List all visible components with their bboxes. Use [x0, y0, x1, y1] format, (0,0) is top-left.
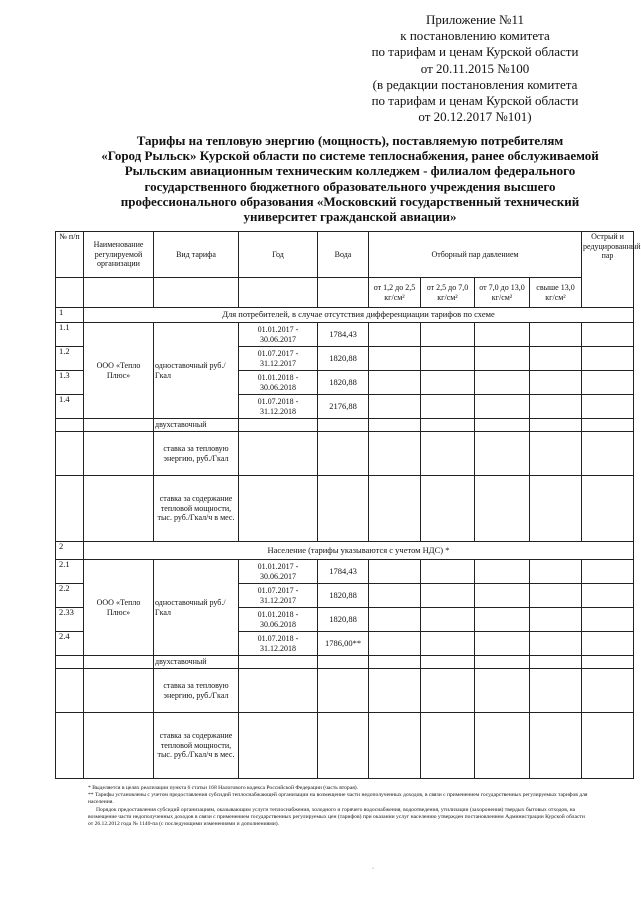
title-line: Рыльским авиационным техническим колледжем - филиалом федерального	[124, 163, 576, 179]
row-number: 1.1	[56, 323, 84, 347]
period: 01.07.2018 - 31.12.2018	[239, 632, 318, 656]
row-number: 2.2	[56, 584, 84, 608]
table-row	[56, 476, 634, 542]
tariff-kind: одноставочный руб./Гкал	[154, 323, 239, 419]
header-row	[56, 232, 634, 278]
appendix-line: (в редакции постановления комитета	[372, 76, 578, 92]
appendix-line: Приложение №11	[426, 12, 524, 27]
row-number: 2.33	[56, 608, 84, 632]
row-number: 2.4	[56, 632, 84, 656]
period: 01.07.2017 - 31.12.2017	[239, 347, 318, 371]
section-number: 2	[56, 542, 84, 560]
table-row	[56, 669, 634, 713]
subheader-row	[56, 278, 634, 308]
section-label: Для потребителей, в случае отсутствия дифференциации тарифов по схеме	[84, 308, 634, 323]
rate-power: ставка за содержание тепловой мощности, тыс. руб./Гкал/ч в мес.	[154, 713, 239, 779]
water-tariff: 1784,43	[318, 560, 369, 584]
water-tariff: 2176,88	[318, 395, 369, 419]
table-row	[56, 419, 634, 432]
water-tariff: 1784,43	[318, 323, 369, 347]
table-row	[56, 656, 634, 669]
header-water: Вода	[318, 232, 369, 278]
table-row	[56, 323, 634, 347]
two-part-tariff: двухставочный	[154, 419, 239, 432]
rate-power: ставка за содержание тепловой мощности, тыс. руб./Гкал/ч в мес.	[154, 476, 239, 542]
section-row	[56, 308, 634, 323]
title-line: профессионального образования «Московский государственный технический	[120, 193, 580, 209]
title-line: Тарифы на тепловую энергию (мощность), поставляемую потребителям	[136, 133, 564, 148]
period: 01.01.2018 - 30.06.2018	[239, 608, 318, 632]
header-year: Год	[239, 232, 318, 278]
table-row	[56, 713, 634, 779]
header-pressure-3: от 7,0 до 13,0 кг/см²	[475, 278, 530, 308]
period: 01.01.2017 - 30.06.2017	[239, 323, 318, 347]
table-row	[56, 432, 634, 476]
appendix-line: по тарифам и ценам Курской области	[371, 44, 579, 60]
two-part-tariff: двухставочный	[154, 656, 239, 669]
appendix-line: от 20.11.2015 №100	[420, 60, 530, 76]
footnote: Порядок предоставления субсидий организациям, оказывающим услуги теплоснабжения, холодного и горячего водоснабжения, водоотведения, утилизации (захоронения) твердых бытовых отходов, на возмещение части недополученных доходов в связи с применением государственных регулируемых цен (тарифов) при оказании услуг населению утвержден постановлением Администрации Курской области от 26.12.2012 года № 1140-па (с последующими изменениями и дополнениями).	[88, 806, 585, 828]
row-number: 1.4	[56, 395, 84, 419]
organization-name: ООО «Тепло Плюс»	[84, 560, 154, 656]
footnote: ** Тарифы установлены с учетом предоставления субсидий теплоснабжающей организации на возмещение части недополученных доходов, в связи с применением государственных регулируемых тарифов для населения.	[88, 792, 588, 806]
water-tariff: 1786,00**	[318, 632, 369, 656]
row-number: 1.2	[56, 347, 84, 371]
header-pressure-2: от 2,5 до 7,0 кг/см²	[421, 278, 475, 308]
header-kind: Вид тарифа	[154, 232, 239, 278]
water-tariff: 1820,88	[318, 347, 369, 371]
title-line: «Город Рыльск» Курской области по системе теплоснабжения, ранее обслуживаемой	[101, 148, 599, 164]
footnote: * Выделяется в целях реализации пункта 6 статьи 168 Налогового кодекса Российской Федерации (часть вторая).	[88, 785, 359, 791]
title-line: университет гражданской авиации»	[243, 209, 457, 225]
period: 01.01.2017 - 30.06.2017	[239, 560, 318, 584]
period: 01.01.2018 - 30.06.2018	[239, 371, 318, 395]
header-steam: Отборный пар давлением	[369, 232, 582, 278]
document-title	[70, 133, 630, 224]
row-number: 2.1	[56, 560, 84, 584]
header-num: № п/п	[56, 232, 84, 278]
water-tariff: 1820,88	[318, 608, 369, 632]
rate-energy: ставка за тепловую энергию, руб./Гкал	[154, 432, 239, 476]
footer-mark: ·	[372, 866, 374, 872]
period: 01.07.2018 - 31.12.2018	[239, 395, 318, 419]
title-line: государственного бюджетного образовательного учреждения высшего	[144, 178, 556, 194]
section-number: 1	[56, 308, 84, 323]
header-pressure-1: от 1,2 до 2,5 кг/см²	[369, 278, 421, 308]
tariff-kind: одноставочный руб./Гкал	[154, 560, 239, 656]
header-org: Наименование регулируемой организации	[84, 232, 154, 278]
table-row	[56, 560, 634, 584]
organization-name: ООО «Тепло Плюс»	[84, 323, 154, 419]
header-pressure-4: свыше 13,0 кг/см²	[530, 278, 582, 308]
footnotes	[88, 785, 588, 828]
appendix-line: по тарифам и ценам Курской области	[371, 93, 579, 109]
section-label: Население (тарифы указываются с учетом НДС) *	[84, 542, 634, 560]
row-number: 1.3	[56, 371, 84, 395]
appendix-line: к постановлению комитета	[400, 28, 550, 44]
water-tariff: 1820,88	[318, 371, 369, 395]
section-row	[56, 542, 634, 560]
appendix-block	[330, 12, 620, 125]
appendix-line: от 20.12.2017 №101)	[418, 109, 532, 125]
rate-energy: ставка за тепловую энергию, руб./Гкал	[154, 669, 239, 713]
header-sharp-steam: Острый и редуцированный пар	[582, 232, 634, 308]
period: 01.07.2017 - 31.12.2017	[239, 584, 318, 608]
tariff-table	[55, 231, 641, 779]
water-tariff: 1820,88	[318, 584, 369, 608]
